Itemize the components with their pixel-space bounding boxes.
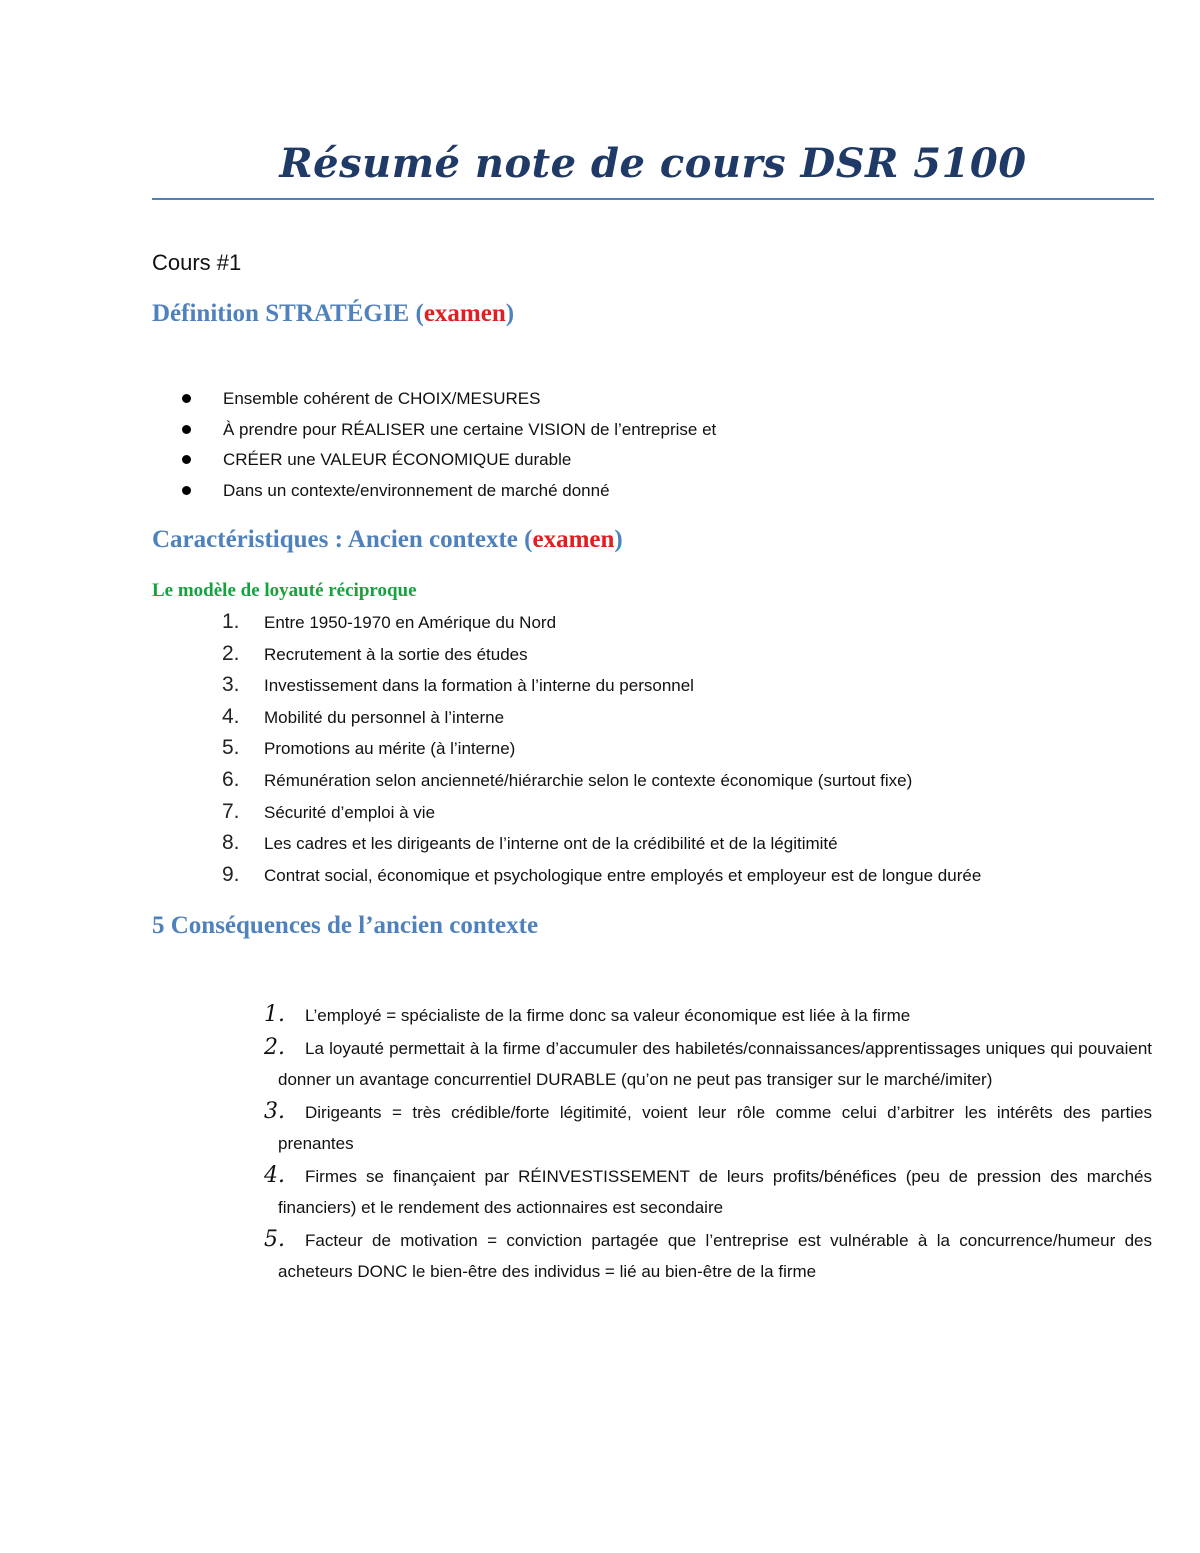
list-item: Dans un contexte/environnement de marché donné xyxy=(180,478,716,509)
bullet-icon xyxy=(182,455,191,464)
consequences-heading: 5 Conséquences de l’ancien contexte xyxy=(152,912,539,939)
list-item: 2. Recrutement à la sortie des études xyxy=(222,641,528,665)
list-item: 6. Rémunération selon ancienneté/hiérarchie selon le contexte économique (surtout fixe) xyxy=(222,767,913,791)
list-item: 1. Entre 1950-1970 en Amérique du Nord xyxy=(222,610,557,633)
bullet-icon xyxy=(182,394,191,403)
consequences-list xyxy=(264,1000,1152,1289)
list-item: À prendre pour RÉALISER une certaine VISION de l’entreprise et xyxy=(180,417,716,448)
definition-heading: Définition STRATÉGIE (examen) xyxy=(152,300,515,327)
caracteristiques-list xyxy=(222,609,981,893)
definition-list xyxy=(180,386,716,508)
title-underline xyxy=(152,198,1154,200)
bullet-icon xyxy=(182,486,191,495)
list-item: 3. Dirigeants = très crédible/forte légitimité, voient leur rôle comme celui d’arbitrer les intérêts des parties prenantes xyxy=(264,1099,1152,1153)
list-item: CRÉER une VALEUR ÉCONOMIQUE durable xyxy=(180,447,716,478)
list-item: 2. La loyauté permettait à la firme d’accumuler des habiletés/connaissances/apprentissages uniques qui pouvaient donner un avantage concurrentiel DURABLE (qu’on ne peut pas transiger sur le marché/imiter) xyxy=(264,1035,1152,1089)
list-item: 4. Mobilité du personnel à l’interne xyxy=(222,704,505,728)
list-item: Ensemble cohérent de CHOIX/MESURES xyxy=(180,386,716,417)
course-label: Cours #1 xyxy=(152,250,242,275)
list-item: 5. Facteur de motivation = conviction partagée que l’entreprise est vulnérable à la concurrence/humeur des acheteurs DONC le bien-être des individus = lié au bien-être de la firme xyxy=(264,1227,1152,1281)
bullet-icon xyxy=(182,425,191,434)
document-title: Résumé note de cours DSR 5100 xyxy=(279,140,1027,187)
list-item: 3. Investissement dans la formation à l’interne du personnel xyxy=(222,673,694,697)
list-item: 5. Promotions au mérite (à l’interne) xyxy=(222,736,516,760)
list-item: 4. Firmes se finançaient par RÉINVESTISSEMENT de leurs profits/bénéfices (peu de pression des marchés financiers) et le rendement des actionnaires est secondaire xyxy=(264,1163,1152,1217)
loyalty-model-subheading: Le modèle de loyauté réciproque xyxy=(152,580,417,601)
definition-exam-tag: examen xyxy=(423,300,506,327)
list-item: 8. Les cadres et les dirigeants de l’interne ont de la crédibilité et de la légitimité xyxy=(222,831,838,855)
caracteristiques-heading: Caractéristiques : Ancien contexte (examen) xyxy=(152,526,623,553)
caracteristiques-exam-tag: examen xyxy=(532,526,615,553)
list-item: 1. L’employé = spécialiste de la firme donc sa valeur économique est liée à la firme xyxy=(264,1002,911,1027)
list-item: 7. Sécurité d’emploi à vie xyxy=(222,799,436,823)
caracteristiques-heading-text: Caractéristiques : Ancien contexte xyxy=(152,526,518,553)
definition-heading-text: Définition STRATÉGIE xyxy=(152,300,410,327)
list-item: 9. Contrat social, économique et psychologique entre employés et employeur est de longue durée xyxy=(222,862,982,886)
